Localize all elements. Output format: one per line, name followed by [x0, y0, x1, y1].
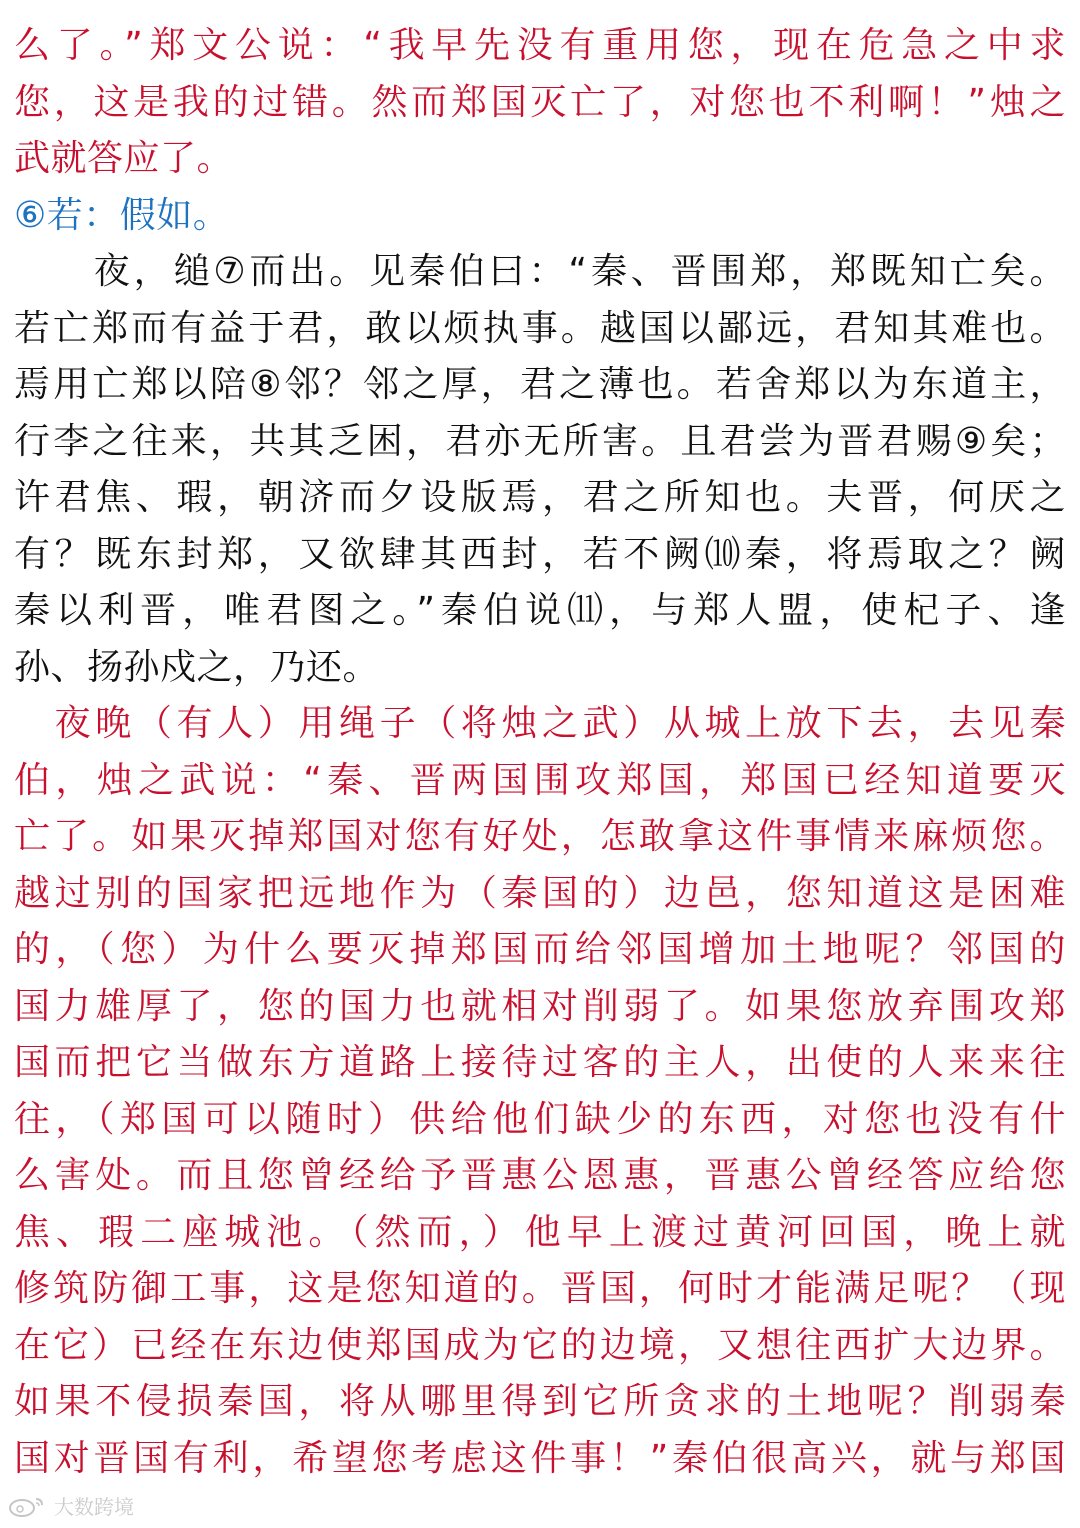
watermark [8, 1491, 134, 1520]
text-line: 么了。”郑文公说：“我早先没有重用您，现在危急之中求 [14, 25, 1066, 66]
weibo-logo-icon [8, 1495, 48, 1517]
text-line: 在它）已经在东边使郑国成为它的边境，又想往西扩大边界。 [14, 1324, 1066, 1366]
watermark-text: 大数跨境 [54, 1495, 134, 1519]
text-line: 秦以利晋，唯君图之。”秦伯说⑾，与郑人盟，使杞子、逢 [14, 590, 1066, 631]
text-line: 越过别的国家把远地作为（秦国的）边邑，您知道这是困难 [14, 872, 1066, 914]
text-line: 许君焦、瑕，朝济而夕设版焉，君之所知也。夫晋，何厌之 [14, 477, 1066, 518]
footnote-paragraph [14, 188, 1066, 245]
text-line: 焉用亡郑以陪⑧邻？邻之厚，君之薄也。若舍郑以为东道主， [14, 364, 1066, 405]
text-line: 的，（您）为什么要灭掉郑国而给邻国增加土地呢？邻国的 [14, 929, 1066, 970]
text-line: 焦、瑕二座城池。（然而，）他早上渡过黄河回国，晚上就 [14, 1211, 1066, 1253]
classical-text-paragraph [14, 244, 1066, 696]
translation-paragraph-2 [14, 696, 1066, 1487]
text-line: 修筑防御工事，这是您知道的。晋国，何时才能满足呢？（现 [14, 1268, 1066, 1309]
text-line: 夜，缒⑦而出。见秦伯曰：“秦、晋围郑，郑既知亡矣。 [14, 251, 1066, 292]
text-line: 您，这是我的过错。然而郑国灭亡了，对您也不利啊！”烛之 [14, 81, 1066, 123]
text-line: 伯，烛之武说：“秦、晋两国围攻郑国，郑国已经知道要灭 [14, 759, 1066, 801]
translation-paragraph-1 [14, 18, 1066, 188]
footnote-line: ⑥若：假如。 [14, 194, 230, 236]
text-line: 行李之往来，共其乏困，君亦无所害。且君尝为晋君赐⑨矣； [14, 420, 1066, 462]
text-line: 若亡郑而有益于君，敢以烦执事。越国以鄙远，君知其难也。 [14, 307, 1066, 349]
text-line: 国对晋国有利，希望您考虑这件事！”秦伯很高兴，就与郑国 [14, 1437, 1066, 1479]
text-line: 亡了。如果灭掉郑国对您有好处，怎敢拿这件事情来麻烦您。 [14, 816, 1066, 857]
text-line: 么害处。而且您曾经给予晋惠公恩惠，晋惠公曾经答应给您 [14, 1155, 1066, 1196]
text-line: 如果不侵损秦国，将从哪里得到它所贪求的土地呢？削弱秦 [14, 1381, 1066, 1422]
text-line: 夜晚（有人）用绳子（将烛之武）从城上放下去，去见秦 [14, 703, 1066, 744]
text-line: 往，（郑国可以随时）供给他们缺少的东西，对您也没有什 [14, 1098, 1066, 1140]
text-line: 武就答应了。 [14, 138, 234, 179]
text-line: 国力雄厚了，您的国力也就相对削弱了。如果您放弃围攻郑 [14, 985, 1066, 1027]
text-line: 国而把它当做东方道路上接待过客的主人，出使的人来来往 [14, 1042, 1066, 1083]
text-line: 有？既东封郑，又欲肆其西封，若不阙⑽秦，将焉取之？阙 [14, 533, 1066, 575]
text-line: 孙、扬孙戍之，乃还。 [14, 646, 380, 688]
